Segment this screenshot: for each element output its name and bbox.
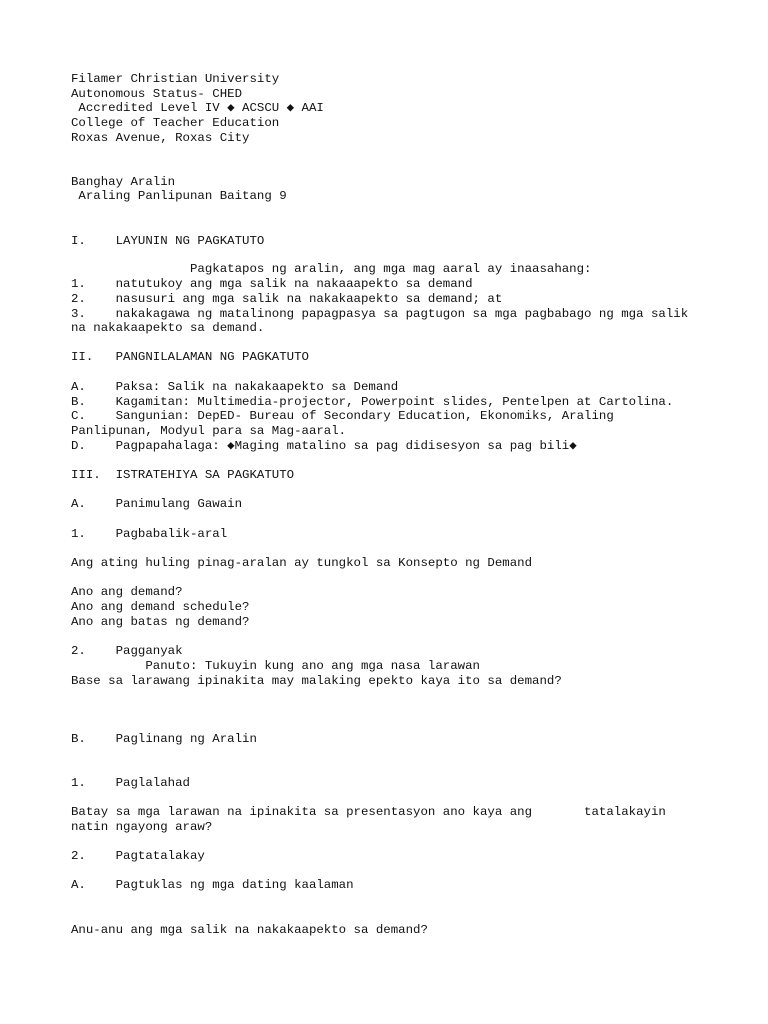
discussion-heading: 2. Pagtatalakay [71,849,205,863]
section-1-heading: I. LAYUNIN NG PAGKATUTO [71,234,265,248]
content-item-c-cont: Panlipunan, Modyul para sa Mag-aaral. [71,424,347,438]
motivation-instruction: Panuto: Tukuyin kung ano ang mga nasa larawan [71,659,480,673]
review-item-heading: 1. Pagbabalik-aral [71,527,228,541]
discussion-item-a: A. Pagtuklas ng mga dating kaalaman [71,878,354,892]
review-question-3: Ano ang batas ng demand? [71,615,250,629]
objective-item-2: 2. nasusuri ang mga salik na nakakaapekto sa demand; at [71,292,503,306]
content-item-b: B. Kagamitan: Multimedia-projector, Powerpoint slides, Pentelpen at Cartolina. [71,395,674,409]
motivation-question: Base sa larawang ipinakita may malaking epekto kaya ito sa demand? [71,674,562,688]
section-1-intro: Pagkatapos ng aralin, ang mga mag aaral ay inaasahang: [71,262,592,276]
section-2-heading: II. PANGNILALAMAN NG PAGKATUTO [71,350,309,364]
part-b-heading: B. Paglinang ng Aralin [71,732,257,746]
address-line: Roxas Avenue, Roxas City [71,131,250,145]
presentation-text-line-1: Batay sa mga larawan na ipinakita sa presentasyon ano kaya ang tatalakayin [71,805,666,819]
final-question: Anu-anu ang mga salik na nakakaapekto sa demand? [71,923,428,937]
part-a-heading: A. Panimulang Gawain [71,497,243,511]
motivation-heading: 2. Pagganyak [71,644,183,658]
document-title: Banghay Aralin [71,175,176,189]
section-3-heading: III. ISTRATEHIYA SA PAGKATUTO [71,468,295,482]
autonomous-status: Autonomous Status- CHED [71,87,243,101]
objective-item-3-cont: na nakakaapekto sa demand. [71,321,265,335]
content-item-c: C. Sangunian: DepED- Bureau of Secondary Education, Ekonomiks, Araling [71,409,614,423]
review-question-2: Ano ang demand schedule? [71,600,250,614]
presentation-text-line-2: natin ngayong araw? [71,820,213,834]
college-name: College of Teacher Education [71,116,280,130]
content-item-a: A. Paksa: Salik na nakakaapekto sa Demand [71,380,399,394]
objective-item-3: 3. nakakagawa ng matalinong papagpasya sa pagtugon sa mga pagbabago ng mga salik [71,307,689,321]
content-item-d: D. Pagpapahalaga: ◆Maging matalino sa pag didisesyon sa pag bili◆ [71,439,577,453]
presentation-heading: 1. Paglalahad [71,776,190,790]
review-statement: Ang ating huling pinag-aralan ay tungkol sa Konsepto ng Demand [71,556,533,570]
university-name: Filamer Christian University [71,72,280,86]
subject-title: Araling Panlipunan Baitang 9 [71,189,287,203]
accreditation-line: Accredited Level IV ◆ ACSCU ◆ AAI [71,101,324,115]
objective-item-1: 1. natutukoy ang mga salik na nakaaapekto sa demand [71,277,473,291]
review-question-1: Ano ang demand? [71,585,183,599]
